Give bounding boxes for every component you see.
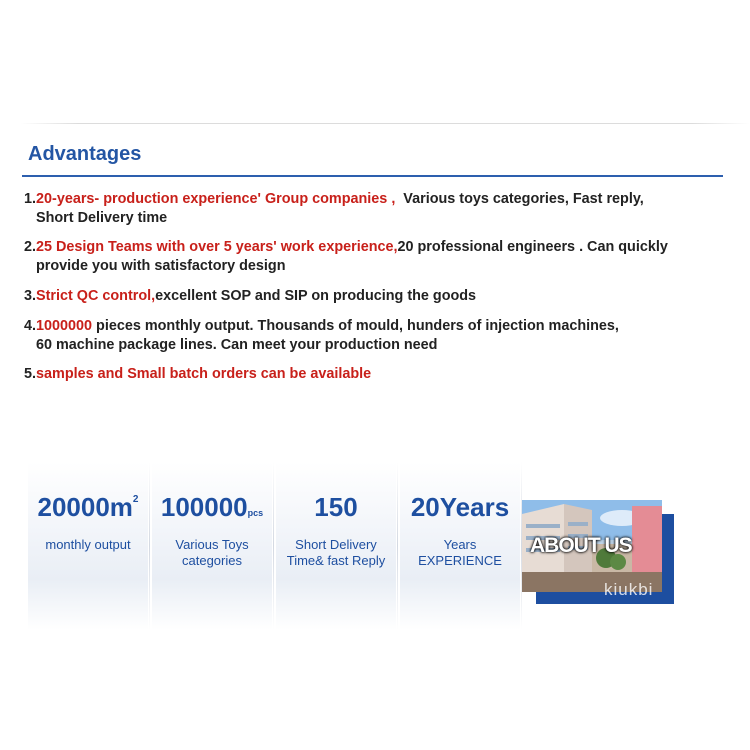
list-item bbox=[24, 365, 371, 384]
top-divider bbox=[20, 123, 750, 124]
item-highlight: samples and Small batch orders can be available bbox=[36, 366, 372, 382]
stat-label: monthly output bbox=[45, 537, 131, 552]
item-highlight: 25 Design Teams with over 5 years' work experience, bbox=[36, 239, 398, 255]
stat-value: 20Years bbox=[410, 492, 510, 522]
stats-panel bbox=[28, 462, 524, 630]
list-item bbox=[24, 317, 619, 355]
section-title: Advantages bbox=[28, 143, 142, 165]
item-number: 1. bbox=[24, 191, 37, 207]
item-continuation: 60 machine package lines. Can meet your production need bbox=[36, 337, 438, 353]
item-number: 5. bbox=[24, 366, 37, 382]
about-us-label: ABOUT US bbox=[530, 534, 632, 557]
factory-photo bbox=[522, 500, 662, 592]
item-text: Various toys categories, Fast reply, bbox=[395, 191, 644, 207]
item-number: 3. bbox=[24, 288, 37, 304]
watermark: kiukbi bbox=[604, 580, 654, 599]
stat-card-categories bbox=[152, 462, 272, 630]
item-number: 2. bbox=[24, 239, 37, 255]
stat-value: $20000m^2$ bbox=[37, 492, 139, 522]
item-text: 20 professional engineers . Can quickly bbox=[397, 239, 668, 255]
superscript: 2 bbox=[132, 494, 139, 505]
list-item bbox=[24, 238, 668, 276]
list-item bbox=[24, 190, 644, 228]
stat-label: Short Delivery Time& fast Reply bbox=[286, 537, 386, 568]
item-highlight: Strict QC control, bbox=[36, 288, 156, 304]
stat-card-experience bbox=[400, 462, 520, 630]
stat-value: 100000pcs bbox=[160, 492, 264, 522]
item-number: 4. bbox=[24, 318, 37, 334]
title-underline bbox=[22, 175, 723, 177]
stat-label: Years EXPERIENCE bbox=[418, 537, 502, 568]
item-continuation: Short Delivery time bbox=[36, 210, 168, 226]
item-text: excellent SOP and SIP on producing the goods bbox=[155, 288, 477, 304]
item-highlight: 1000000 bbox=[36, 318, 93, 334]
item-continuation: provide you with satisfactory design bbox=[36, 258, 286, 274]
stat-card-output bbox=[28, 462, 148, 630]
item-highlight: 20-years- production experience' Group companies , bbox=[36, 191, 396, 207]
list-item bbox=[24, 287, 476, 306]
stat-value: 150 bbox=[314, 492, 358, 522]
stat-card-delivery bbox=[276, 462, 396, 630]
stat-label: Various Toys categories bbox=[175, 537, 249, 568]
unit-suffix: pcs bbox=[247, 508, 264, 518]
item-text: pieces monthly output. Thousands of mould, hunders of injection machines, bbox=[92, 318, 619, 334]
